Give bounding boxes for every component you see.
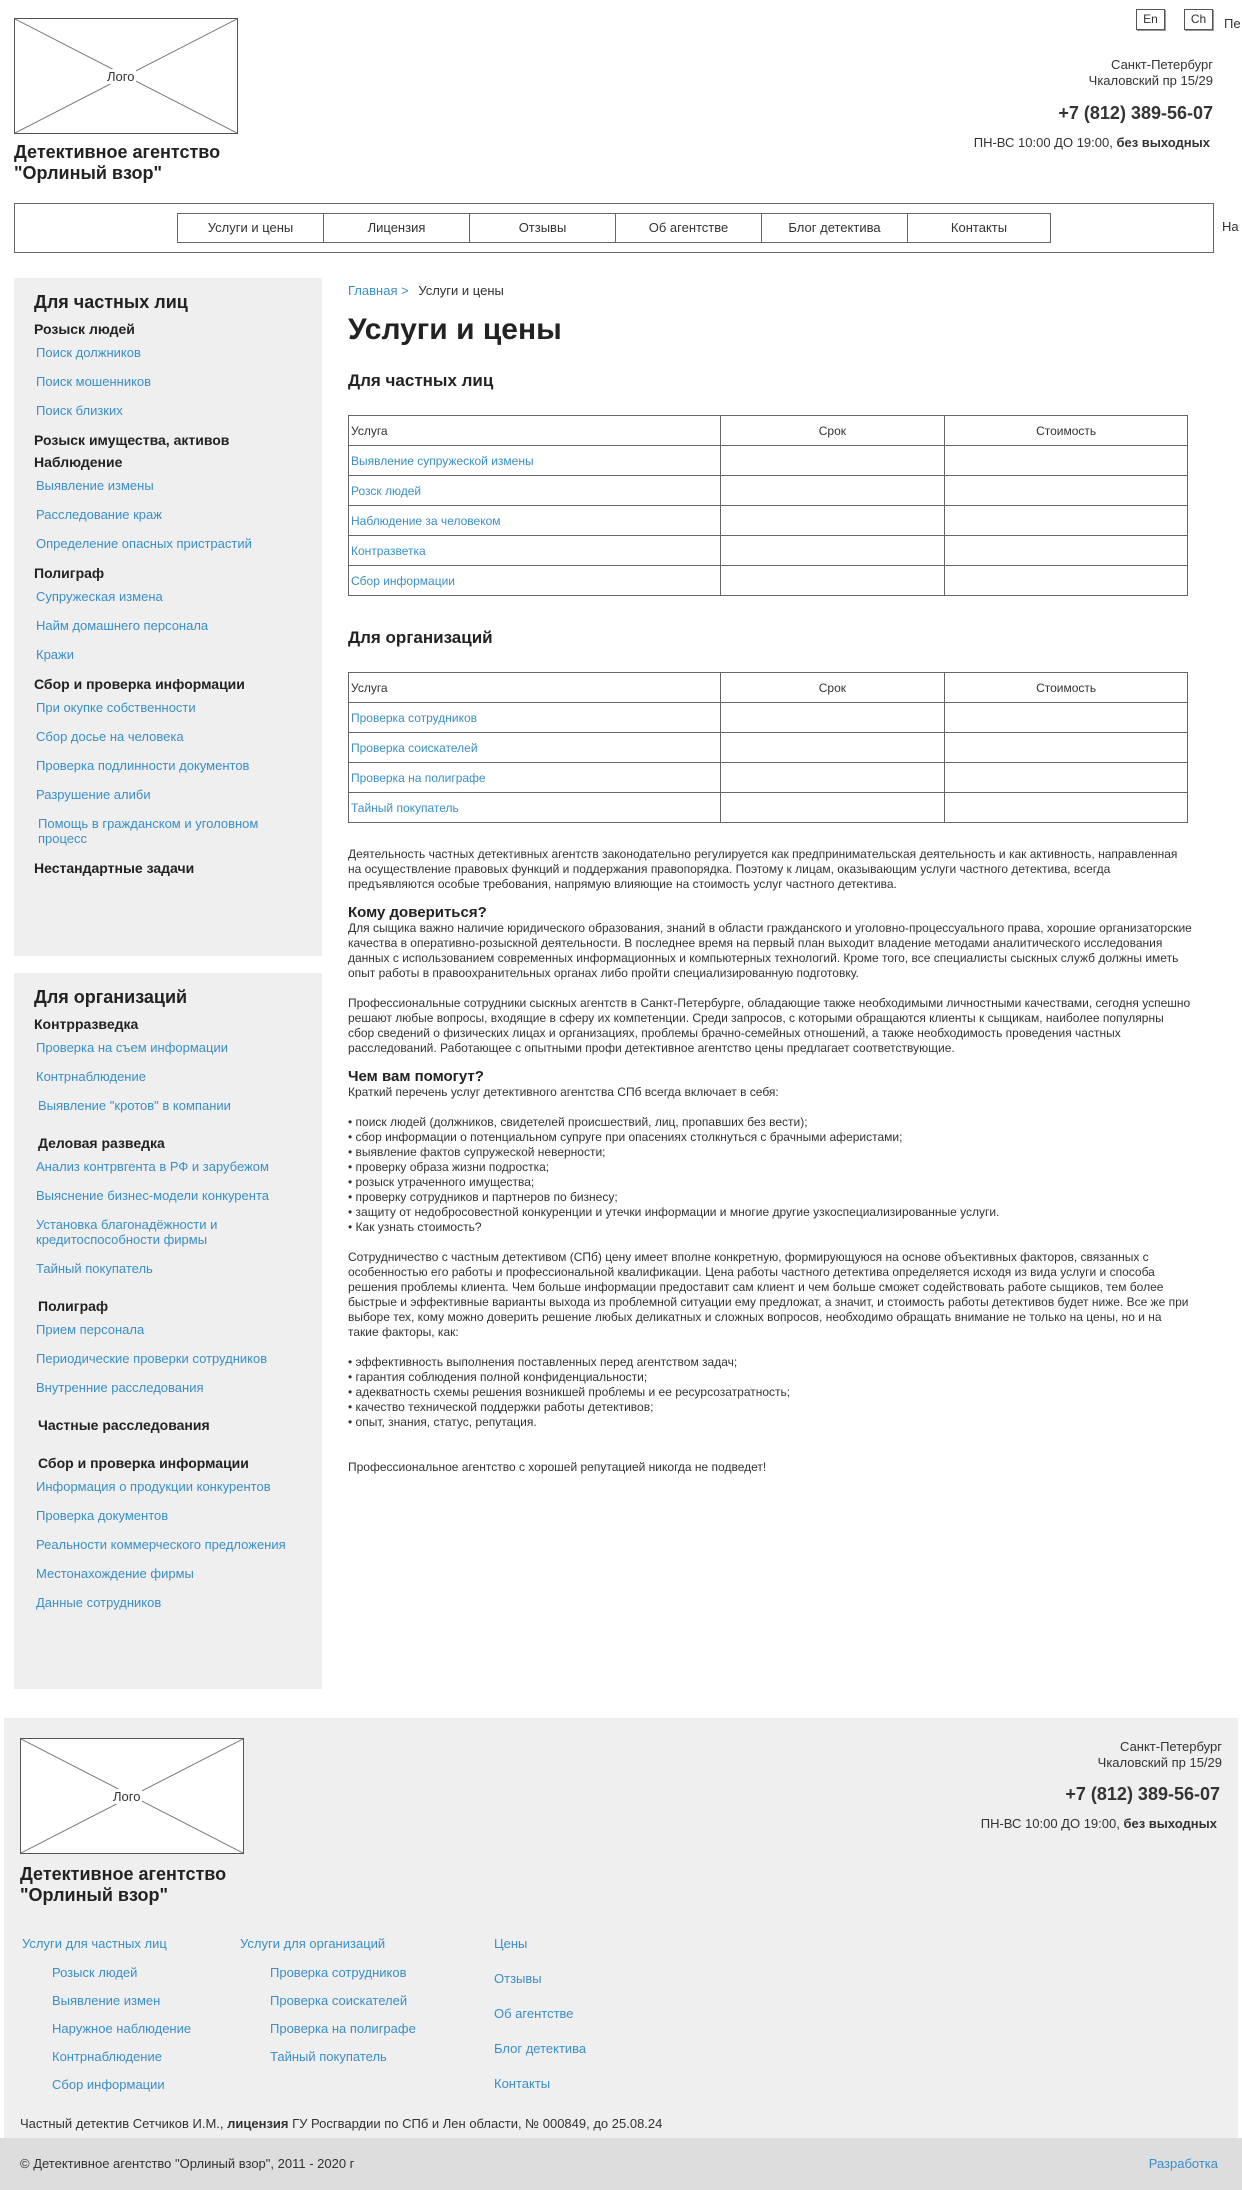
- sidebar-link[interactable]: Проверка подлинности документов: [36, 758, 250, 773]
- nav-blog[interactable]: Блог детектива: [762, 214, 908, 242]
- list-item: • выявление фактов супружеской неверности;: [348, 1145, 606, 1159]
- service-link[interactable]: Розск людей: [351, 483, 422, 498]
- footer-col-pages: [494, 1936, 586, 2111]
- service-link[interactable]: Наблюдение за человеком: [351, 513, 501, 528]
- service-link[interactable]: Проверка сотрудников: [351, 710, 478, 725]
- footer-city: Санкт-Петербург: [1120, 1739, 1222, 1754]
- table-cell: [720, 703, 945, 733]
- sidebar-link[interactable]: Поиск близких: [36, 403, 123, 418]
- sidebar-link[interactable]: Проверка на съем информации: [36, 1040, 228, 1055]
- closing-text: Профессиональное агентство с хорошей репутацией никогда не подведет!: [348, 1460, 767, 1474]
- sidebar-org: [14, 973, 322, 1689]
- sidebar-group[interactable]: Сбор и проверка информации: [34, 676, 245, 692]
- sidebar-link[interactable]: Разрушение алиби: [36, 787, 151, 802]
- lang-ch-button[interactable]: Ch: [1184, 9, 1213, 30]
- sidebar-link[interactable]: Контрнаблюдение: [36, 1069, 146, 1084]
- table-row: [349, 703, 1188, 733]
- footer-street: Чкаловский пр 15/29: [1097, 1755, 1222, 1770]
- sidebar-link[interactable]: Информация о продукции конкурентов: [36, 1479, 271, 1494]
- sidebar-link[interactable]: Кражи: [36, 647, 74, 662]
- nav-license[interactable]: Лицензия: [324, 214, 470, 242]
- sidebar-private-title: Для частных лиц: [34, 292, 188, 312]
- footer-link[interactable]: Розыск людей: [52, 1965, 138, 1980]
- table-header-term: Срок: [720, 416, 945, 446]
- service-link[interactable]: Проверка на полиграфе: [351, 770, 486, 785]
- intro-paragraph: Деятельность частных детективных агентств законодательно регулируется как предпринимательская деятельность и как активность, направленная на осуществление правовых функций и поддержания правопорядка. Поэтому к лицам, оказывающим услуги частного детектива, всегда предъявляются особые требования, напрямую влияющие на стоимость услуг частного детектива.: [348, 847, 1178, 891]
- sidebar-group[interactable]: Деловая разведка: [38, 1135, 165, 1151]
- table-header-service: Услуга: [349, 673, 721, 703]
- footer-license: [20, 2116, 662, 2131]
- sidebar-link[interactable]: Сбор досье на человека: [36, 729, 184, 744]
- footer-agency-line1: Детективное агентство: [20, 1864, 227, 1884]
- sidebar-link[interactable]: Найм домашнего персонала: [36, 618, 209, 633]
- license-pre: Частный детектив Сетчиков И.М.,: [20, 2116, 228, 2131]
- section-org-title: Для организаций: [348, 628, 493, 647]
- copyright: © Детективное агентство "Орлиный взор", 2011 - 2020 г: [20, 2156, 355, 2171]
- table-row: [349, 566, 1188, 596]
- breadcrumb-current: Услуги и цены: [418, 283, 504, 298]
- footer-hours-text: ПН-ВС 10:00 ДО 19:00,: [980, 1816, 1124, 1831]
- sidebar-link[interactable]: Помощь в гражданском и уголовном процесс: [38, 816, 259, 846]
- footer-link[interactable]: Проверка сотрудников: [270, 1965, 407, 1980]
- coop-paragraph: Сотрудничество с частным детективом (СПб) цену имеет вполне конкретную, формирующуюся на основе объективных факторов, связанных с особенностью его работы и профессиональной квалификации. Цена работы частного детектива определяется исходя из вида услуги и способа решения проблемы клиента. Чем больше информации предоставит сам клиент и чем больше сможет содействовать работе сыщиков, тем более быстрые и эффективные варианты выхода из проблемной ситуации ему предложат, а значит, и стоимость работы детективов будет ниже. Все же при выборе тех, кому можно доверить решение любых деликатных и сложных вопросов, необходимо обращать внимание не только на цены, но и на такие факторы, как:: [348, 1250, 1189, 1339]
- table-cell: [945, 703, 1188, 733]
- sidebar-link[interactable]: Выявление измены: [36, 478, 154, 493]
- sidebar-link[interactable]: Установка благонадёжности и кредитоспособности фирмы: [36, 1217, 218, 1247]
- list-item: • адекватность схемы решения возникшей проблемы и ее ресурсозатратность;: [348, 1385, 791, 1399]
- agency-name: [14, 142, 220, 184]
- table-header-row: [349, 673, 1188, 703]
- table-cell: [720, 793, 945, 823]
- list-item: • поиск людей (должников, свидетелей происшествий, лиц, пропавших без вести);: [348, 1115, 808, 1129]
- agency-name-line1: Детективное агентство: [14, 142, 221, 162]
- table-cell: [720, 763, 945, 793]
- sidebar-group[interactable]: Контрразведка: [34, 1016, 139, 1032]
- license-bold: лицензия: [227, 2116, 289, 2131]
- footer-agency-line2: "Орлиный взор": [20, 1885, 168, 1905]
- hours-bold: без выходных: [1116, 135, 1210, 150]
- table-cell: [720, 536, 945, 566]
- footer-col-private: [22, 1936, 191, 2105]
- footer-col-org: [240, 1936, 416, 2077]
- footer-link[interactable]: Сбор информации: [52, 2077, 165, 2092]
- sidebar-link[interactable]: Выяснение бизнес-модели конкурента: [36, 1188, 269, 1203]
- sidebar-link[interactable]: Определение опасных пристрастий: [36, 536, 252, 551]
- table-cell: [720, 566, 945, 596]
- table-header-service: Услуга: [349, 416, 721, 446]
- sidebar-org-title: Для организаций: [34, 987, 188, 1007]
- table-row: [349, 763, 1188, 793]
- list-item: • Как узнать стоимость?: [348, 1220, 482, 1234]
- header-phone[interactable]: +7 (812) 389-56-07: [1058, 103, 1213, 123]
- sidebar-link[interactable]: Выявление "кротов" в компании: [38, 1098, 231, 1113]
- list-item: • защиту от недобросовестной конкуренции и утечки информации и многие другие узкоспециализированные услуги.: [348, 1205, 1000, 1219]
- sidebar-group[interactable]: Нестандартные задачи: [34, 860, 195, 876]
- footer-logo-text: Лого: [113, 1789, 141, 1804]
- nav-services[interactable]: Услуги и цены: [178, 214, 324, 242]
- nav-more[interactable]: На: [1222, 219, 1239, 234]
- sidebar-group[interactable]: Наблюдение: [34, 454, 123, 470]
- private-price-table: [348, 415, 1188, 596]
- header-address: [1089, 57, 1213, 89]
- footer-link[interactable]: Наружное наблюдение: [52, 2021, 192, 2036]
- sidebar-group[interactable]: Сбор и проверка информации: [38, 1455, 249, 1471]
- sidebar-link[interactable]: Поиск должников: [36, 345, 141, 360]
- table-header-cost: Стоимость: [945, 416, 1188, 446]
- service-link[interactable]: Выявление супружеской измены: [351, 453, 534, 468]
- breadcrumb-home[interactable]: Главная: [348, 283, 398, 298]
- lang-more-button[interactable]: Пе: [1224, 16, 1241, 31]
- footer-address: [1098, 1739, 1222, 1771]
- section-private-title: Для частных лиц: [348, 371, 494, 390]
- sidebar-link[interactable]: Анализ контрвгента в РФ и зарубежом: [36, 1159, 269, 1174]
- footer-link[interactable]: Тайный покупатель: [270, 2049, 387, 2064]
- service-link[interactable]: Сбор информации: [351, 573, 455, 588]
- service-link[interactable]: Проверка соискателей: [351, 740, 478, 755]
- sidebar-group[interactable]: Частные расследования: [38, 1417, 210, 1433]
- agency-name-line2: "Орлиный взор": [14, 163, 162, 183]
- page-title: Услуги и цены: [348, 313, 562, 346]
- help-list: [348, 1115, 1193, 1235]
- list-item: • качество технической поддержки работы детективов;: [348, 1400, 654, 1414]
- service-link[interactable]: Контразветка: [351, 543, 426, 558]
- sidebar-link[interactable]: Периодические проверки сотрудников: [36, 1351, 268, 1366]
- list-item: • опыт, знания, статус, репутация.: [348, 1415, 537, 1429]
- footer-link[interactable]: Контакты: [494, 2076, 551, 2091]
- footer-link[interactable]: Проверка на полиграфе: [270, 2021, 416, 2036]
- footer-hours-bold: без выходных: [1123, 1816, 1217, 1831]
- footer-bottom-bar: [0, 2138, 1242, 2190]
- header-city: Санкт-Петербург: [1111, 57, 1213, 72]
- sidebar-group[interactable]: Розыск имущества, активов: [34, 432, 230, 448]
- table-row: [349, 446, 1188, 476]
- table-row: [349, 793, 1188, 823]
- table-cell: [945, 536, 1188, 566]
- header-street: Чкаловский пр 15/29: [1088, 73, 1213, 88]
- table-cell: [945, 793, 1188, 823]
- footer: [4, 1718, 1238, 2138]
- trust-paragraph-1: Для сыщика важно наличие юридического образования, знаний в области гражданского и уголовно-процессуального права, хорошие организаторские качества в оперативно-розыскной деятельности. В последнее время на первый план выходит владение методами аналитического исследования данных с использованием современных информационных и компьютерных технологий. Кроме того, все специалисты сыскных служб должны иметь опыт работы в правоохранительных органах либо пройти специализированную подготовку.: [348, 921, 1192, 980]
- table-row: [349, 536, 1188, 566]
- footer-phone[interactable]: +7 (812) 389-56-07: [1065, 1784, 1220, 1804]
- footer-link[interactable]: Отзывы: [494, 1971, 542, 1986]
- list-item: • сбор информации о потенциальном супруге при опасениях столкнуться с брачными аферистами;: [348, 1130, 903, 1144]
- org-price-table: [348, 672, 1188, 823]
- logo-text: Лого: [107, 69, 135, 84]
- table-header-row: [349, 416, 1188, 446]
- table-cell: [945, 733, 1188, 763]
- service-link[interactable]: Тайный покупатель: [351, 800, 459, 815]
- footer-link[interactable]: Выявление измен: [52, 1993, 161, 2008]
- list-item: • эффективность выполнения поставленных перед агентством задач;: [348, 1355, 738, 1369]
- table-cell: [945, 506, 1188, 536]
- table-cell: [720, 506, 945, 536]
- list-item: • проверку образа жизни подростка;: [348, 1160, 550, 1174]
- factors-list: [348, 1355, 1193, 1430]
- table-row: [349, 506, 1188, 536]
- nav-reviews[interactable]: Отзывы: [470, 214, 616, 242]
- sidebar-group[interactable]: Розыск людей: [34, 321, 135, 337]
- table-cell: [945, 566, 1188, 596]
- table-row: [349, 476, 1188, 506]
- main-nav: [177, 213, 1051, 243]
- list-item: • гарантия соблюдения полной конфиденциальности;: [348, 1370, 648, 1384]
- sidebar-group[interactable]: Полиграф: [38, 1298, 109, 1314]
- lang-en-button[interactable]: En: [1136, 9, 1165, 30]
- list-item: • проверку сотрудников и партнеров по бизнесу;: [348, 1190, 618, 1204]
- sidebar-private: [14, 278, 322, 956]
- help-intro: Краткий перечень услуг детективного агентства СПб всегда включает в себя:: [348, 1085, 779, 1099]
- footer-hours: [981, 1816, 1217, 1831]
- sidebar-link[interactable]: Расследование краж: [36, 507, 162, 522]
- main-content: [348, 283, 1193, 1475]
- footer-link[interactable]: Блог детектива: [494, 2041, 587, 2056]
- footer-agency-name: [20, 1864, 226, 1906]
- table-cell: [720, 476, 945, 506]
- sidebar-link[interactable]: Прием персонала: [36, 1322, 145, 1337]
- footer-col-head[interactable]: Услуги для частных лиц: [22, 1936, 167, 1951]
- footer-col-head[interactable]: Услуги для организаций: [240, 1936, 386, 1951]
- sidebar-link[interactable]: Тайный покупатель: [36, 1261, 153, 1276]
- sidebar-link[interactable]: Внутренние расследования: [36, 1380, 204, 1395]
- trust-title: Кому довериться?: [348, 904, 487, 921]
- breadcrumb: [348, 283, 1193, 298]
- hours-text: ПН-ВС 10:00 ДО 19:00,: [973, 135, 1117, 150]
- main-nav-bar: [14, 203, 1214, 253]
- table-row: [349, 733, 1188, 763]
- footer-link[interactable]: Проверка соискателей: [270, 1993, 408, 2008]
- footer-logo[interactable]: [20, 1738, 244, 1854]
- table-header-term: Срок: [720, 673, 945, 703]
- table-cell: [720, 733, 945, 763]
- footer-link[interactable]: Цены: [494, 1936, 528, 1951]
- breadcrumb-separator: >: [401, 283, 409, 298]
- license-post: ГУ Росгвардии по СПб и Лен области, № 000849, до 25.08.24: [288, 2116, 663, 2131]
- sidebar-link[interactable]: При окупке собственности: [36, 700, 196, 715]
- table-cell: [945, 476, 1188, 506]
- list-item: • розыск утраченного имущества;: [348, 1175, 535, 1189]
- trust-paragraph-2: Профессиональные сотрудники сыскных агентств в Санкт-Петербурге, обладающие также необходимыми личностными качествами, сегодня успешно решают любые вопросы, входящие в сферу их компетенции. Среди запросов, с которыми обращаются клиенты к сыщикам, наиболее популярны сбор сведений о физических лицах и организациях, проблемы брачно-семейных отношений, а также необходимость проведения частных расследований. Работающее с опытными профи детективное агентство цены предлагает соответствующие.: [348, 996, 1191, 1055]
- sidebar-link[interactable]: Данные сотрудников: [36, 1595, 162, 1610]
- sidebar-link[interactable]: Местонахождение фирмы: [36, 1566, 194, 1581]
- nav-about[interactable]: Об агентстве: [616, 214, 762, 242]
- footer-link[interactable]: Об агентстве: [494, 2006, 574, 2021]
- header-hours: [974, 135, 1210, 150]
- table-header-cost: Стоимость: [945, 673, 1188, 703]
- nav-contacts[interactable]: Контакты: [950, 220, 1008, 235]
- sidebar-link[interactable]: Проверка документов: [36, 1508, 169, 1523]
- sidebar-link[interactable]: Поиск мошенников: [36, 374, 152, 389]
- sidebar-group[interactable]: Полиграф: [34, 565, 105, 581]
- table-cell: [945, 763, 1188, 793]
- table-cell: [720, 446, 945, 476]
- logo[interactable]: [14, 18, 238, 134]
- footer-link[interactable]: Контрнаблюдение: [52, 2049, 162, 2064]
- table-cell: [945, 446, 1188, 476]
- developer-link[interactable]: Разработка: [1148, 2156, 1218, 2171]
- sidebar-link[interactable]: Реальности коммерческого предложения: [36, 1537, 286, 1552]
- sidebar-link[interactable]: Супружеская измена: [36, 589, 163, 604]
- help-title: Чем вам помогут?: [348, 1068, 484, 1085]
